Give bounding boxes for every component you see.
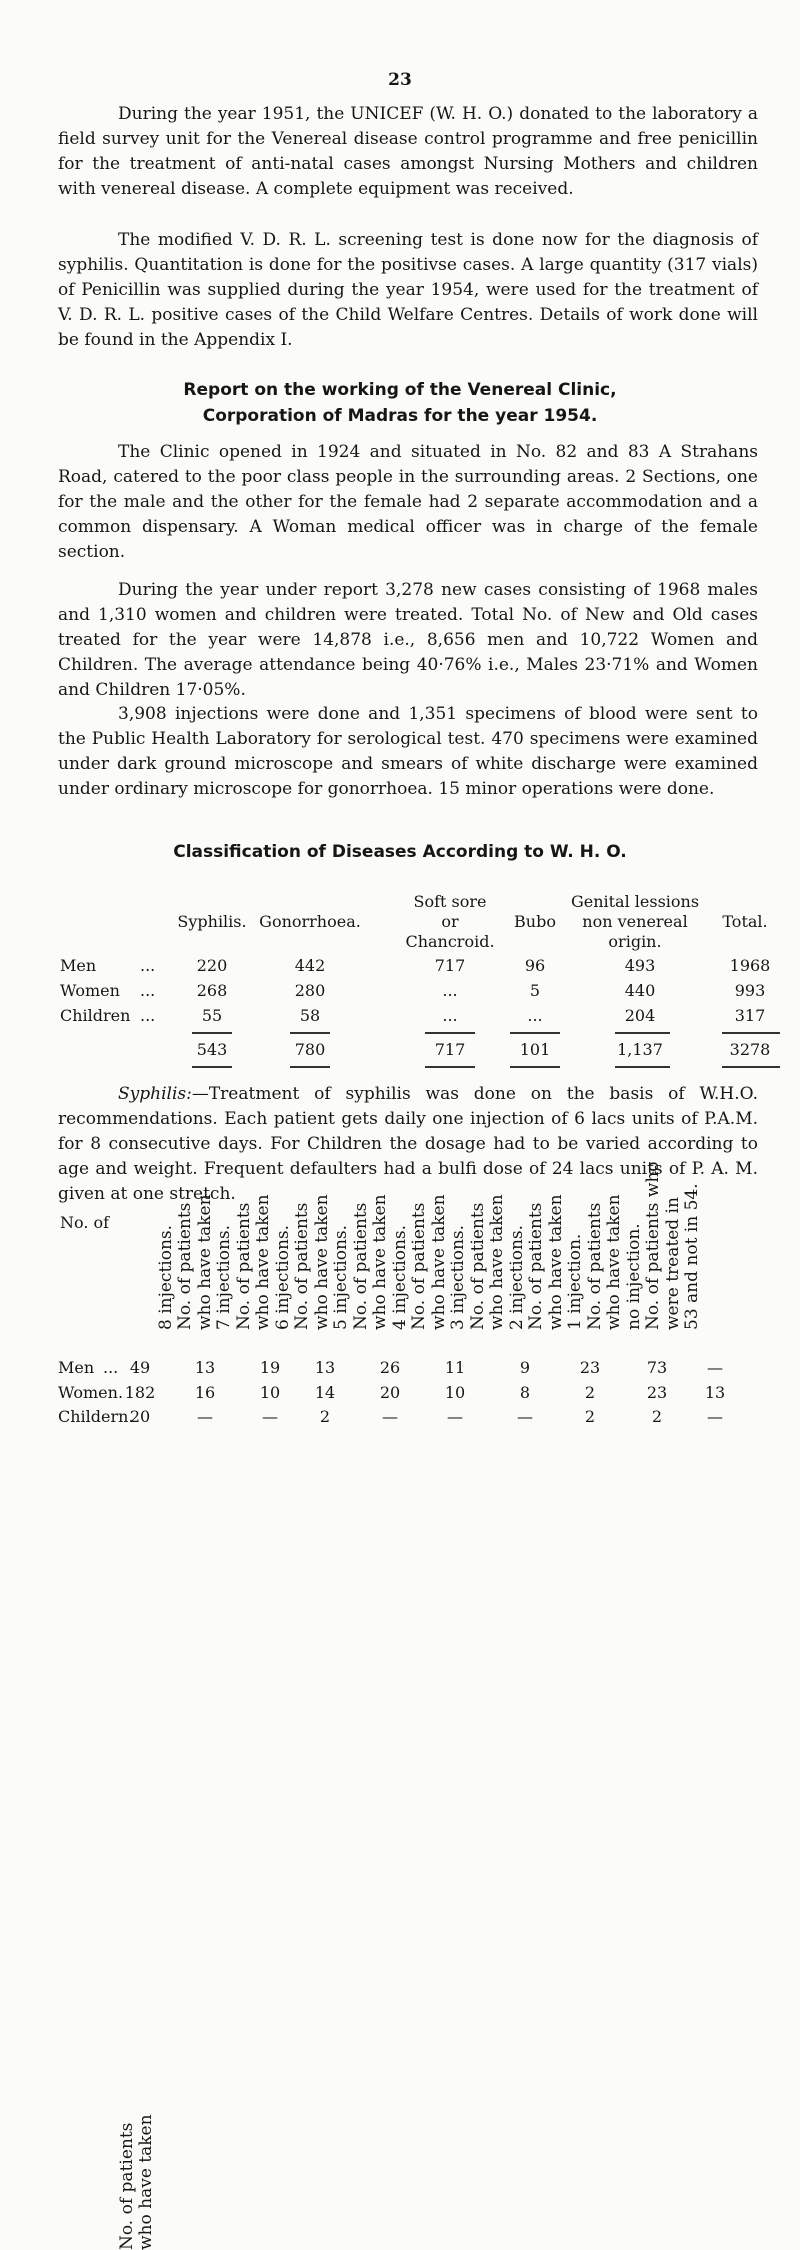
divider xyxy=(192,1032,232,1034)
paragraph-unicef: During the year 1951, the UNICEF (W. H. O.) donated to the laboratory a field survey unit for the Venereal disease control programme and free penicillin for the treatment of anti-natal cases amongst Nursing Mothers and children with venereal disease. A complete equipment was received. xyxy=(58,104,758,199)
syphilis-lead: Syphilis: xyxy=(118,1084,192,1104)
divider xyxy=(615,1032,670,1034)
header-bubo: Bubo xyxy=(514,912,556,931)
paragraph-clinic: The Clinic opened in 1924 and situated in No. 82 and 83 A Strahans Road, catered to the poor class people in the surrounding areas. 2 Sections, one for the male and the other for the female had 2 separate accommodation and a common dispensary. A Woman medical officer was in charge of the female section. xyxy=(58,442,758,562)
header-total: Total. xyxy=(722,912,768,931)
paragraph-injections: 3,908 injections were done and 1,351 specimens of blood were sent to the Public Health Laboratory for serological test. 470 specimens were examined under dark ground microscope and smears of white discharge were examined under ordinary microscope for gonorrhoea. 15 minor operations were done. xyxy=(58,704,758,799)
divider xyxy=(425,1066,475,1068)
divider xyxy=(722,1066,780,1068)
report-heading-line2: Corporation of Madras for the year 1954. xyxy=(202,406,598,426)
syphilis-text: —Treatment of syphilis was done on the basis of W.H.O. recommendations. Each patient gets daily one injection of 6 lacs units of P.A.M. for 8 consecutive days. For Children the dosage had to be varied according to age and weight. Frequent defaulters had a bulfi dose of 24 lacs units of P. A. M. given at one stretch. xyxy=(58,1084,758,1204)
divider xyxy=(425,1032,475,1034)
classification-title: Classification of Diseases According to W. H. O. xyxy=(173,842,627,862)
row-header-no-of: No. of xyxy=(60,1213,110,1232)
header-gonorrhoea: Gonorrhoea. xyxy=(259,912,361,931)
divider xyxy=(510,1032,560,1034)
header-syphilis: Syphilis. xyxy=(177,912,247,931)
divider xyxy=(192,1066,232,1068)
page-number: 23 xyxy=(388,70,412,90)
header-soft-sore: Soft sore or Chancroid. xyxy=(405,892,495,951)
header-genital: Genital lessions non venereal origin. xyxy=(570,892,700,951)
divider xyxy=(615,1066,670,1068)
paragraph-cases: During the year under report 3,278 new cases consisting of 1968 males and 1,310 women and children were treated. Total No. of New and Old cases treated for the year were 14,878 i.e., 8,656 men and 10,722 Women and Children. The average attendance being 40·76% i.e., Males 23·71% and Women and Children 17·05%. xyxy=(58,580,758,700)
report-heading-line1: Report on the working of the Venereal Clinic, xyxy=(183,380,617,400)
divider xyxy=(290,1032,330,1034)
divider xyxy=(722,1032,780,1034)
divider xyxy=(510,1066,560,1068)
divider xyxy=(290,1066,330,1068)
paragraph-vdrl: The modified V. D. R. L. screening test is done now for the diagnosis of syphilis. Quantitation is done for the positivse cases. A large quantity (317 vials) of Penicillin was supplied during the year 1954, were used for the treatment of V. D. R. L. positive cases of the Child Welfare Centres. Details of work done will be found in the Appendix I. xyxy=(58,230,758,350)
